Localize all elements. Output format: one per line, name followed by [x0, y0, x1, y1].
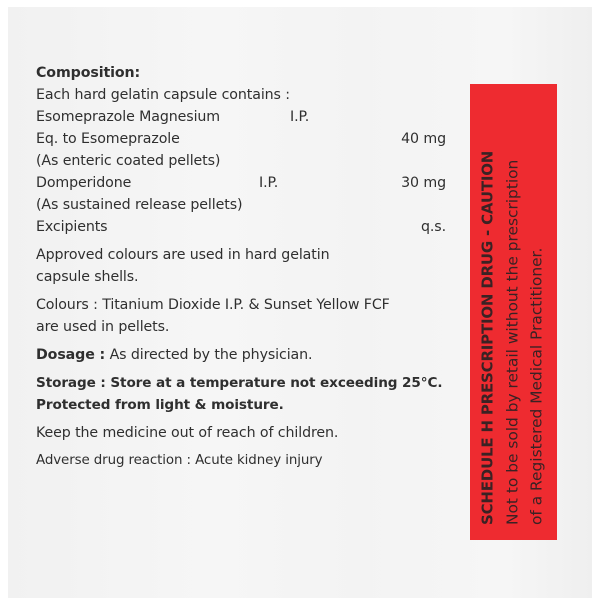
colours-note-line1: Approved colours are used in hard gelatin	[36, 247, 330, 263]
composition-row	[36, 150, 446, 172]
dosage-text: As directed by the physician.	[109, 347, 313, 363]
ingredient-qty: 40 mg	[401, 131, 446, 147]
caution-line2: of a Registered Medical Practitioner.	[527, 247, 545, 525]
ingredient-name: Domperidone	[36, 175, 132, 191]
adverse-reaction: Adverse drug reaction : Acute kidney injury	[36, 453, 323, 468]
ingredient-name: Eq. to Esomeprazole	[36, 131, 180, 147]
composition-heading: Composition:	[36, 65, 141, 81]
colours-note-line2: capsule shells.	[36, 269, 139, 285]
ingredient-note: (As enteric coated pellets)	[36, 153, 221, 169]
storage-line2: Protected from light & moisture.	[36, 397, 284, 413]
composition-row	[36, 106, 446, 128]
composition-row	[36, 194, 446, 216]
ingredient-name: Excipients	[36, 219, 108, 235]
children-warning: Keep the medicine out of reach of children.	[36, 425, 339, 441]
caution-title: SCHEDULE H PRESCRIPTION DRUG - CAUTION	[478, 150, 496, 525]
ingredient-qty: q.s.	[420, 219, 446, 235]
composition-row	[36, 216, 446, 238]
caution-line1: Not to be sold by retail without the prescription	[502, 159, 521, 525]
dosage-label: Dosage :	[36, 347, 106, 363]
composition-row	[36, 172, 446, 194]
ingredient-note: (As sustained release pellets)	[36, 197, 243, 213]
ingredient-qty: 30 mg	[401, 175, 446, 191]
schedule-h-caution-box	[470, 84, 557, 540]
label-content	[36, 62, 446, 472]
ingredient-name: Esomeprazole Magnesium	[36, 109, 221, 125]
colours-line2: are used in pellets.	[36, 319, 170, 335]
caution-text	[470, 84, 557, 540]
storage-line1: Storage : Store at a temperature not exceeding 25°C.	[36, 375, 443, 391]
ingredient-standard: I.P.	[290, 109, 310, 125]
ingredient-standard: I.P.	[259, 175, 279, 191]
colours-line1: Colours : Titanium Dioxide I.P. & Sunset Yellow FCF	[36, 297, 390, 313]
composition-intro: Each hard gelatin capsule contains :	[36, 87, 290, 103]
composition-row	[36, 128, 446, 150]
dosage	[36, 344, 446, 366]
